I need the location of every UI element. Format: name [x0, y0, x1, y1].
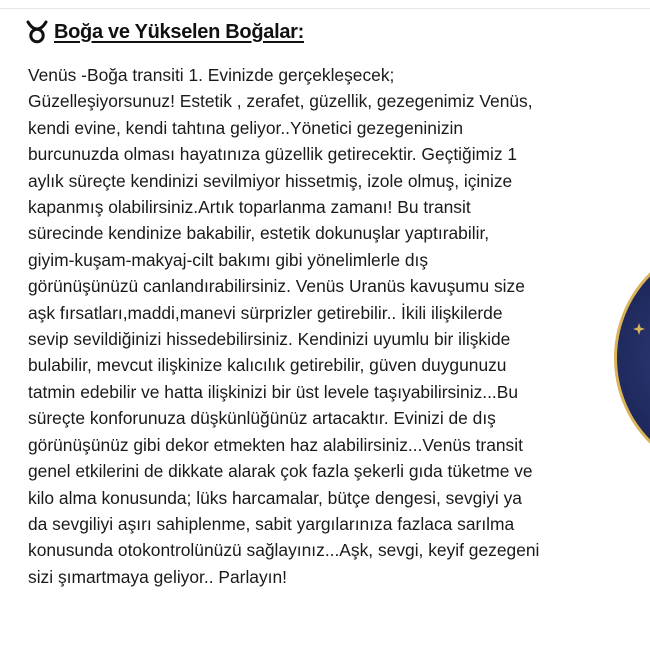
text-line: süreçte konforunuza düşkünlüğünüz artacaktır. Evinizi de dış: [28, 408, 496, 429]
article-body: [28, 62, 618, 590]
text-line: sizi şımartmaya geliyor.. Parlayın!: [28, 566, 288, 587]
zodiac-medallion-icon: [614, 238, 650, 478]
text-line: da sevgiliyi aşırı sahiplenme, sabit yargılarınıza fazlaca sarılma: [28, 513, 515, 534]
gold-star-icon: [632, 322, 646, 336]
page-title: Boğa ve Yükselen Boğalar:: [54, 20, 305, 43]
top-divider: [0, 8, 650, 9]
text-line: giyim-kuşam-makyaj-cilt bakımı gibi yönelimlerle dış: [28, 249, 429, 270]
text-line: bulabilir, mevcut ilişkinize kalıcılık getirebilir, güven duygunuzu: [28, 355, 507, 376]
text-line: kendi evine, kendi tahtına geliyor..Yönetici gezegeninizin: [28, 117, 464, 138]
text-line: sevip sevildiğinizi hissedebilirsiniz. Kendinizi uyumlu bir ilişkide: [28, 329, 511, 350]
text-line: burcunuzda olması hayatınıza güzellik getirecektir. Geçtiğimiz 1: [28, 144, 518, 165]
text-line: görünüşünüz gibi dekor etmekten haz alabilirsiniz...Venüs transit: [28, 434, 523, 455]
text-line: görünüşünüzü canlandırabilirsiniz. Venüs Uranüs kavuşumu size: [28, 276, 525, 297]
text-line: aşk fırsatları,maddi,manevi sürprizler getirebilir.. İkili ilişkilerde: [28, 302, 503, 323]
text-line: kapanmış olabilirsiniz.Artık toparlanma zamanı! Bu transit: [28, 197, 471, 218]
text-line: Venüs -Boğa transiti 1. Evinizde gerçekleşecek;: [28, 65, 395, 85]
text-line: aylık süreçte kendinizi sevilmiyor hissetmiş, izole olmuş, içinize: [28, 170, 513, 191]
text-line: sürecinde kendinize bakabilir, estetik dokunuşlar yaptırabilir,: [28, 223, 490, 244]
text-line: tatmin edebilir ve hatta ilişkinizi bir üst levele taşıyabilirsiniz...Bu: [28, 381, 519, 402]
taurus-icon: [26, 20, 48, 44]
text-line: kilo alma konusunda; lüks harcamalar, bütçe dengesi, sevgiyi ya: [28, 487, 522, 508]
text-line: konusunda otokontrolünüzü sağlayınız...Aşk, sevgi, keyif gezegeni: [28, 540, 540, 561]
text-line: Güzelleşiyorsunuz! Estetik , zerafet, güzellik, gezegenimiz Venüs,: [28, 91, 533, 112]
header: [26, 20, 304, 44]
text-line: genel etkilerini de dikkate alarak çok fazla şekerli gıda tüketme ve: [28, 461, 533, 482]
